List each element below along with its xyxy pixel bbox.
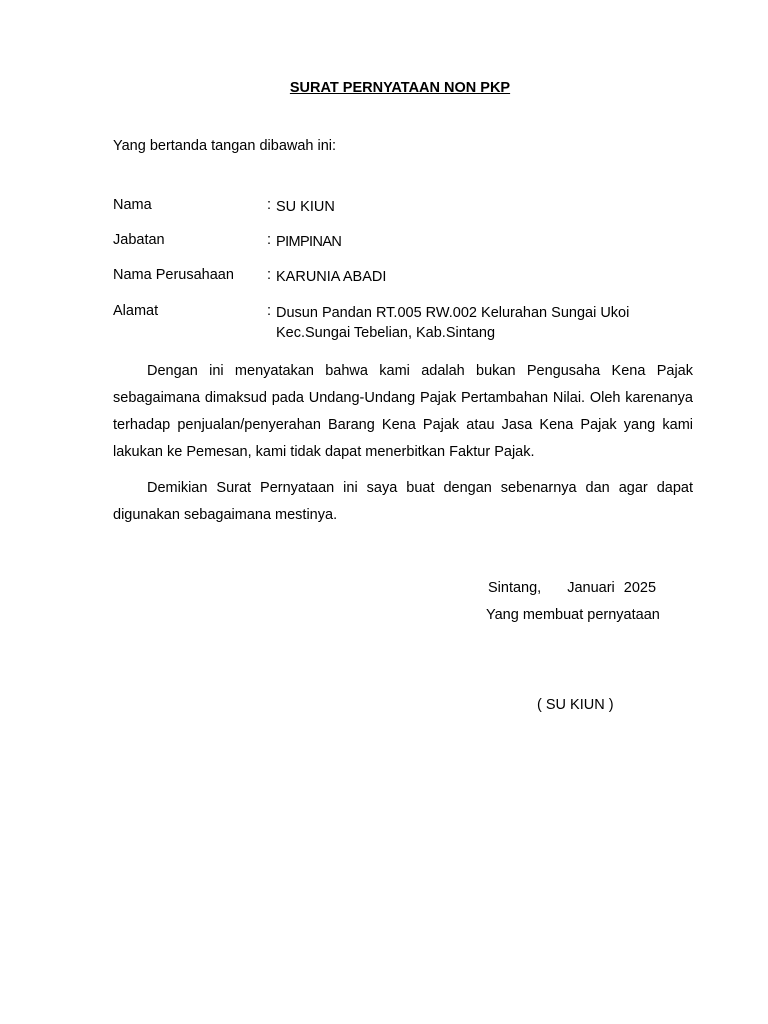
field-colon: : (267, 267, 272, 283)
closing-paragraph: Demikian Surat Pernyataan ini saya buat dengan sebenarnya dan agar dapat digunakan sebagaimana mestinya. (113, 480, 693, 523)
field-value: PIMPINAN (276, 234, 342, 250)
statement-paragraph: Dengan ini menyatakan bahwa kami adalah bukan Pengusaha Kena Pajak sebagaimana dimaksud pada Undang-Undang Pajak Pertambahan Nilai. Oleh karenanya terhadap penjualan/penyerahan Barang Kena Pajak atau Jasa Kena Pajak yang kami lakukan ke Pemesan, kami tidak dapat menerbitkan Faktur Pajak. (113, 363, 693, 460)
field-value: KARUNIA ABADI (276, 269, 387, 285)
field-value (276, 303, 696, 343)
address-line-2: Kec.Sungai Tebelian, Kab.Sintang (276, 325, 496, 341)
signature-place: Sintang, (488, 580, 542, 596)
field-label: Jabatan (113, 232, 165, 248)
field-label: Nama (113, 197, 152, 213)
field-value: SU KIUN (276, 199, 335, 215)
signature-date (488, 580, 656, 596)
signature-maker: Yang membuat pernyataan (486, 607, 660, 623)
intro-text: Yang bertanda tangan dibawah ini: (113, 138, 337, 154)
field-colon: : (267, 303, 272, 319)
field-colon: : (267, 197, 272, 213)
field-label: Alamat (113, 303, 159, 319)
document-title: SURAT PERNYATAAN NON PKP (289, 80, 511, 96)
field-colon: : (267, 232, 272, 248)
signature-year: 2025 (623, 580, 657, 596)
signature-month: Januari (567, 580, 615, 596)
address-line-1: Dusun Pandan RT.005 RW.002 Kelurahan Sungai Ukoi (276, 305, 630, 321)
field-label: Nama Perusahaan (113, 267, 234, 283)
signatory-name: ( SU KIUN ) (537, 697, 614, 713)
